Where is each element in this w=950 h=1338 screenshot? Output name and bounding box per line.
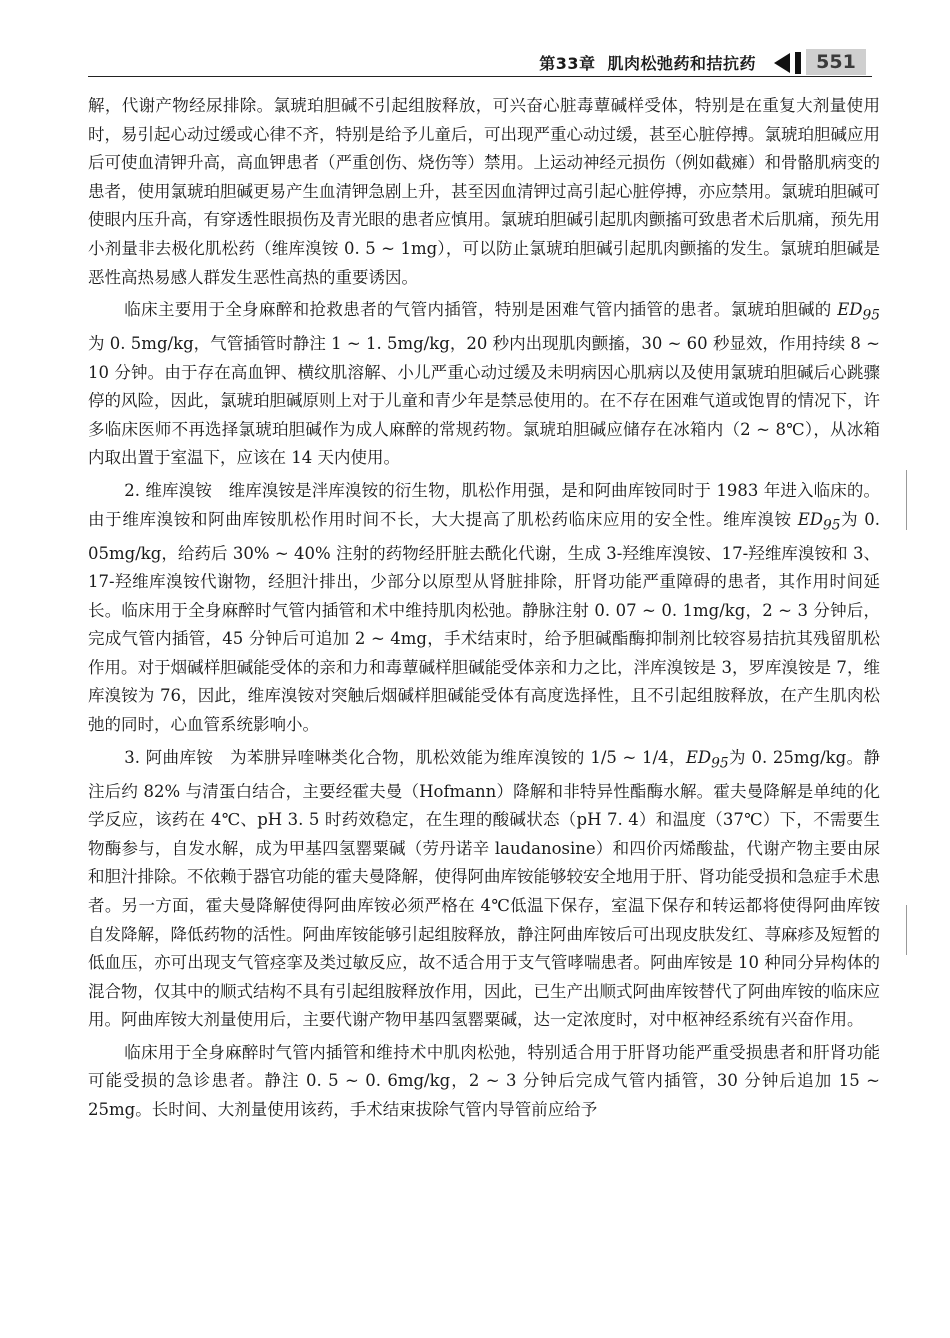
p2-text-b: 为 0. 5mg/kg，气管插管时静注 1 ~ 1. 5mg/kg，20 秒内出现肌肉颤搐，30 ~ 60 秒显效，作用持续 8 ~ 10 分钟。由于存在高血钾、横纹肌溶解、小儿严重心动过缓及未明病因心肌病以及使用氯琥珀胆碱后心跳骤停的风险，因此，氯琥珀胆碱原则上对于儿童和青少年是禁忌使用的。在不存在困难气道或饱胃的情况下，许多临床医师不再选择氯琥珀胆碱作为成人麻醉的常规药物。氯琥珀胆碱应储存在冰箱内（2 ~ 8℃），从冰箱内取出置于室温下，应该在 14 天内使用。: [88, 334, 880, 468]
paragraph-2: [88, 296, 880, 473]
section-heading-vecuronium: 2. 维库溴铵: [124, 481, 212, 501]
ed95-term: $ED_{95}$: [837, 300, 880, 324]
chapter-label: 第33章: [539, 54, 596, 73]
chapter-title: [539, 51, 756, 74]
chapter-name: 肌肉松弛药和拮抗药: [607, 54, 756, 73]
p3-text-b: 为 0. 05mg/kg，给药后 30% ~ 40% 注射的药物经肝脏去酰化代谢，生成 3-羟维库溴铵、17-羟维库溴铵和 3、17-羟维库溴铵代谢物，经胆汁排出，少部分以原型从肾脏排除，肝肾功能严重障碍的患者，其作用时间延长。临床用于全身麻醉时气管内插管和术中维持肌肉松弛。静脉注射 0. 07 ~ 0. 1mg/kg，2 ~ 3 分钟后，完成气管内插管，45 分钟后可追加 2 ~ 4mg，手术结束时，给予胆碱酯酶抑制剂比较容易拮抗其残留肌松作用。对于烟碱样胆碱能受体的亲和力和毒蕈碱样胆碱能受体亲和力之比，泮库溴铵是 3，罗库溴铵是 7，维库溴铵为 76，因此，维库溴铵对突触后烟碱样胆碱能受体有高度选择性，且不引起组胺释放，在产生肌肉松弛的同时，心血管系统影响小。: [88, 509, 880, 735]
p2-text-a: 临床主要用于全身麻醉和抢救患者的气管内插管，特别是困难气管内插管的患者。氯琥珀胆碱的: [124, 300, 838, 320]
ed95-term: $ED_{95}$: [685, 747, 729, 771]
header-divider: [88, 76, 872, 77]
paragraph-1: 解，代谢产物经尿排除。氯琥珀胆碱不引起组胺释放，可兴奋心脏毒蕈碱样受体，特别是在重复大剂量使用时，易引起心动过缓或心律不齐，特别是给予儿童后，可出现严重心动过缓，甚至心脏停搏。氯琥珀胆碱应用后可使血清钾升高，高血钾患者（严重创伤、烧伤等）禁用。上运动神经元损伤（例如截瘫）和骨骼肌病变的患者，使用氯琥珀胆碱更易产生血清钾急剧上升，甚至因血清钾过高引起心脏停搏，亦应禁用。氯琥珀胆碱可使眼内压升高，有穿透性眼损伤及青光眼的患者应慎用。氯琥珀胆碱引起肌肉颤搐可致患者术后肌痛，预先用小剂量非去极化肌松药（维库溴铵 0. 5 ~ 1mg），可以防止氯琥珀胆碱引起肌肉颤搐的发生。氯琥珀胆碱是恶性高热易感人群发生恶性高热的重要诱因。: [88, 96, 880, 287]
running-header: [88, 48, 872, 78]
page-number: 551: [806, 49, 866, 75]
margin-rule: [906, 470, 907, 530]
paragraph-3: [88, 477, 880, 740]
paragraph-4: [88, 744, 880, 1035]
p3-text-a: 维库溴铵是泮库溴铵的衍生物，肌松作用强，是和阿曲库铵同时于 1983 年进入临床的。由于维库溴铵和阿曲库铵肌松作用时间不长，大大提高了肌松药临床应用的安全性。维库溴铵: [88, 481, 880, 529]
margin-rule: [906, 905, 907, 955]
ed95-term: $ED_{95}$: [797, 509, 841, 533]
p4-text-b: 为 0. 25mg/kg。静注后约 82% 与清蛋白结合，主要经霍夫曼（Hofmann）降解和非特异性酯酶水解。霍夫曼降解是单纯的化学反应，该药在 4℃、pH 3. 5 时药效稳定，在生理的酸碱状态（pH 7. 4）和温度（37℃）下，不需要生物酶参与，自发水解，成为甲基四氢罂粟碱（劳丹诺辛 laudanosine）和四价丙烯酸盐，代谢产物主要由尿和胆汁排除。不依赖于器官功能的霍夫曼降解，使得阿曲库铵能够较安全地用于肝、肾功能受损和急症手术患者。另一方面，霍夫曼降解使得阿曲库铵必须严格在 4℃低温下保存，室温下保存和转运都将使得阿曲库铵自发降解，降低药物的活性。阿曲库铵能够引起组胺释放，静注阿曲库铵后可出现皮肤发红、荨麻疹及短暂的低血压，亦可出现支气管痉挛及类过敏反应，故不适合用于支气管哮喘患者。阿曲库铵是 10 种同分异构体的混合物，仅其中的顺式结构不具有引起组胺释放作用，因此，已生产出顺式阿曲库铵替代了阿曲库铵的临床应用。阿曲库铵大剂量使用后，主要代谢产物甲基四氢罂粟碱，达一定浓度时，对中枢神经系统有兴奋作用。: [88, 747, 880, 1030]
page-body: [88, 92, 880, 1125]
section-heading-atracurium: 3. 阿曲库铵: [124, 747, 214, 767]
left-arrow-icon: [774, 53, 790, 73]
p4-text-a: 为苯肼异喹啉类化合物，肌松效能为维库溴铵的 1/5 ~ 1/4，: [230, 747, 686, 767]
arrow-bar-icon: [795, 52, 801, 74]
paragraph-5: 临床用于全身麻醉时气管内插管和维持术中肌肉松弛，特别适合用于肝肾功能严重受损患者和肝肾功能可能受损的急诊患者。静注 0. 5 ~ 0. 6mg/kg，2 ~ 3 分钟后完成气管内插管，30 分钟后追加 15 ~ 25mg。长时间、大剂量使用该药，手术结束拔除气管内导管前应给予: [88, 1042, 880, 1120]
